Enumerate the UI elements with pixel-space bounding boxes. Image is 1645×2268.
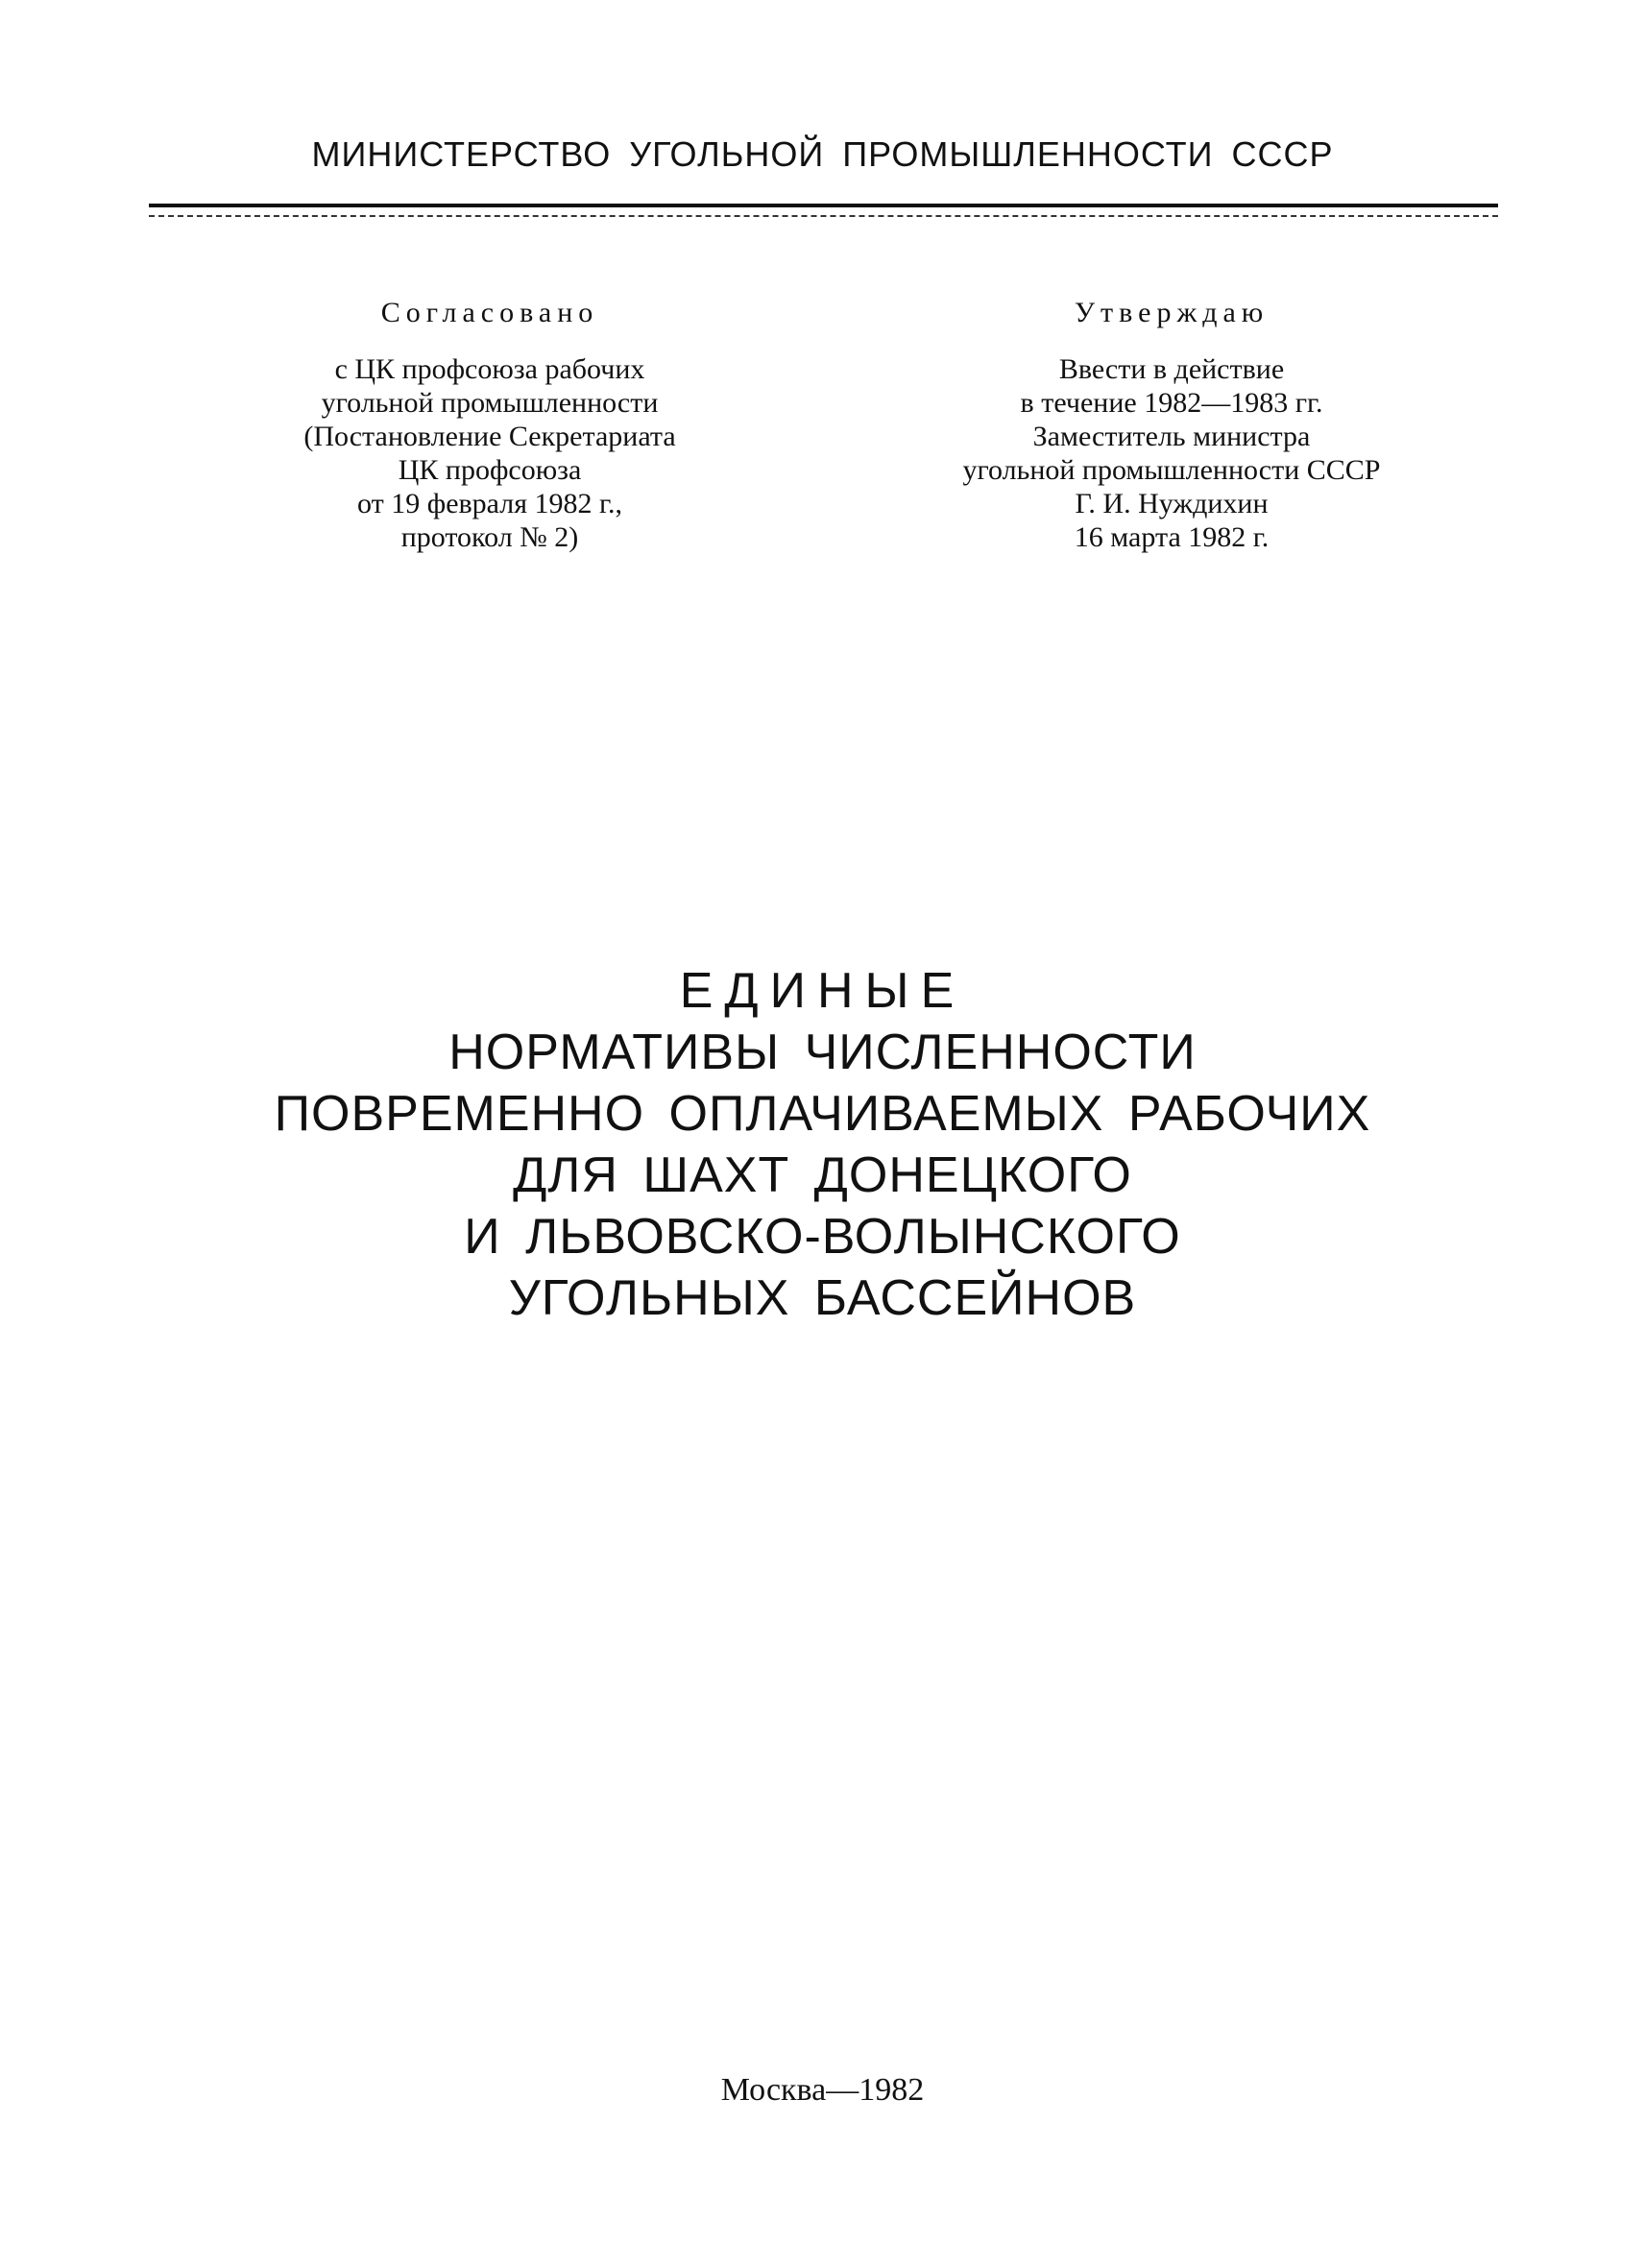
approved-line: Заместитель министра — [1032, 421, 1311, 452]
agreed-heading: Согласовано — [380, 297, 599, 328]
title-line: И ЛЬВОВСКО-ВОЛЫНСКОГО — [464, 1209, 1181, 1265]
title-word: ЕДИНЫЕ — [679, 963, 966, 1019]
title-line: НОРМАТИВЫ ЧИСЛЕННОСТИ — [448, 1025, 1197, 1080]
approved-heading: Утверждаю — [1074, 297, 1270, 328]
ministry-header: МИНИСТЕРСТВО УГОЛЬНОЙ ПРОМЫШЛЕННОСТИ СССР — [311, 134, 1334, 174]
agreed-line: (Постановление Секретариата — [303, 421, 676, 452]
title-line: ПОВРЕМЕННО ОПЛАЧИВАЕМЫХ РАБОЧИХ — [274, 1086, 1371, 1142]
agreed-line: с ЦК профсоюза рабочих — [334, 353, 645, 385]
agreed-block — [221, 296, 759, 554]
place-year: Москва—1982 — [720, 2072, 925, 2108]
approved-block — [874, 296, 1469, 554]
approved-line: в течение 1982—1983 гг. — [1020, 387, 1323, 419]
approved-line: угольной промышленности СССР — [962, 454, 1381, 486]
header-rule-thick — [149, 204, 1498, 207]
title-line: ДЛЯ ШАХТ ДОНЕЦКОГО — [513, 1147, 1132, 1203]
document-title — [0, 960, 1645, 1329]
header-rule-thin — [149, 215, 1498, 217]
agreed-line: угольной промышленности — [321, 387, 659, 419]
agreed-line: ЦК профсоюза — [398, 454, 582, 486]
agreed-line: протокол № 2) — [400, 521, 579, 553]
approved-line: Г. И. Нуждихин — [1075, 488, 1269, 519]
approved-line: 16 марта 1982 г. — [1074, 521, 1270, 553]
agreed-line: от 19 февраля 1982 г., — [357, 488, 622, 519]
approved-line: Ввести в действие — [1058, 353, 1285, 385]
title-line: УГОЛЬНЫХ БАССЕЙНОВ — [508, 1270, 1137, 1326]
